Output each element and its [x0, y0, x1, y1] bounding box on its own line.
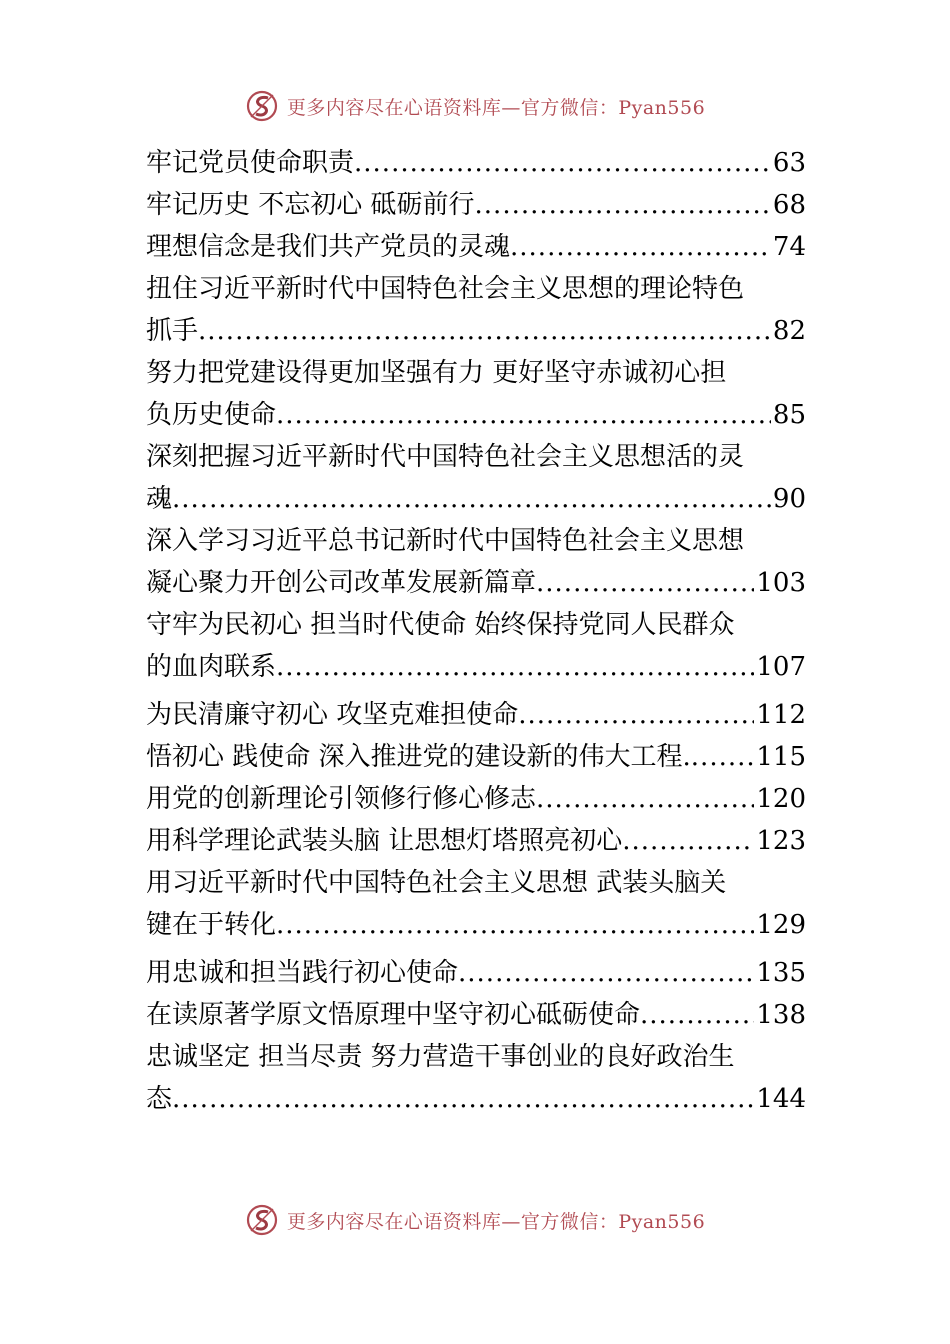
- toc-entry-line: [146, 310, 806, 352]
- toc-page-number: 85: [772, 400, 806, 430]
- toc-entry-title: 抓手: [146, 316, 199, 346]
- toc-entry[interactable]: [146, 736, 806, 778]
- toc-entry-line: [146, 952, 806, 994]
- dot-leader: [518, 694, 754, 736]
- toc-entry-line: [146, 184, 806, 226]
- toc-page-number: 103: [756, 568, 806, 598]
- toc-entry-title: 牢记历史 不忘初心 砥砺前行: [146, 190, 475, 220]
- toc-entry[interactable]: [146, 994, 806, 1036]
- toc-entry-title: 理想信念是我们共产党员的灵魂: [146, 232, 511, 262]
- toc-entry-title: 深刻把握习近平新时代中国特色社会主义思想活的灵: [146, 442, 745, 472]
- toc-entry-title: 牢记党员使命职责: [146, 148, 355, 178]
- toc-entry-title: 的血肉联系: [146, 652, 277, 682]
- dot-leader: [691, 736, 755, 778]
- toc-entry-title: 扭住习近平新时代中国特色社会主义思想的理论特色: [146, 274, 745, 304]
- toc-page-number: 82: [772, 316, 806, 346]
- toc-entry-line: [146, 604, 806, 646]
- stylized-s-logo-icon: [245, 1203, 279, 1237]
- toc-entry-line: [146, 820, 806, 862]
- toc-entry-title: 态: [146, 1084, 173, 1114]
- toc-entry[interactable]: [146, 604, 806, 688]
- toc-page-number: 74: [772, 232, 806, 262]
- toc-entry-line: [146, 1036, 806, 1078]
- toc-page-number: 68: [772, 190, 806, 220]
- dot-leader: [458, 952, 754, 994]
- toc-entry-title: 键在于转化: [146, 910, 277, 940]
- toc-entry-title: 努力把党建设得更加坚强有力 更好坚守赤诚初心担: [146, 358, 727, 388]
- toc-entry-line: [146, 394, 806, 436]
- toc-page-number: 144: [756, 1084, 806, 1114]
- toc-entry-title: 在读原著学原文悟原理中坚守初心砥砺使命: [146, 1000, 641, 1030]
- dot-leader: [354, 142, 771, 184]
- toc-entry-line: [146, 268, 806, 310]
- toc-page-number: 123: [756, 826, 806, 856]
- toc-page-number: 120: [756, 784, 806, 814]
- dot-leader: [198, 310, 771, 352]
- toc-entry[interactable]: [146, 268, 806, 352]
- dot-leader: [276, 646, 754, 688]
- toc-page-number: 107: [756, 652, 806, 682]
- toc-entry-line: [146, 904, 806, 946]
- toc-entry-title: 负历史使命: [146, 400, 277, 430]
- toc-entry-line: [146, 646, 806, 688]
- toc-entry-title: 用党的创新理论引领修行修心修志: [146, 784, 537, 814]
- header-watermark-text: 更多内容尽在心语资料库—官方微信：Pyan556: [286, 96, 706, 119]
- toc-entry-title: 用习近平新时代中国特色社会主义思想 武装头脑关: [146, 868, 727, 898]
- toc-entry[interactable]: [146, 520, 806, 604]
- toc-entry-line: [146, 436, 806, 478]
- toc-entry[interactable]: [146, 352, 806, 436]
- footer-watermark-text: 更多内容尽在心语资料库—官方微信：Pyan556: [286, 1210, 706, 1233]
- toc-entry-title: 守牢为民初心 担当时代使命 始终保持党同人民群众: [146, 610, 735, 640]
- toc-page-number: 138: [756, 1000, 806, 1030]
- toc-entry-line: [146, 694, 806, 736]
- toc-entry[interactable]: [146, 778, 806, 820]
- toc-entry[interactable]: [146, 1036, 806, 1120]
- dot-leader: [276, 904, 754, 946]
- dot-leader: [475, 184, 771, 226]
- toc-entry[interactable]: [146, 694, 806, 736]
- toc-entry[interactable]: [146, 862, 806, 946]
- table-of-contents: [146, 142, 806, 1120]
- toc-entry-title: 用科学理论武装头脑 让思想灯塔照亮初心: [146, 826, 623, 856]
- toc-entry-line: [146, 562, 806, 604]
- toc-entry[interactable]: [146, 226, 806, 268]
- dot-leader: [536, 562, 754, 604]
- stylized-s-logo-icon: [245, 89, 279, 123]
- toc-entry[interactable]: [146, 142, 806, 184]
- dot-leader: [276, 394, 771, 436]
- toc-entry-line: [146, 1078, 806, 1120]
- toc-entry-line: [146, 352, 806, 394]
- toc-entry-line: [146, 994, 806, 1036]
- toc-page-number: 90: [772, 484, 806, 514]
- toc-entry-line: [146, 778, 806, 820]
- footer-watermark: [0, 1200, 950, 1240]
- toc-entry[interactable]: [146, 436, 806, 520]
- dot-leader: [640, 994, 754, 1036]
- dot-leader: [536, 778, 754, 820]
- toc-entry[interactable]: [146, 184, 806, 226]
- toc-entry-line: [146, 736, 806, 778]
- toc-page-number: 115: [756, 742, 806, 772]
- toc-entry[interactable]: [146, 820, 806, 862]
- toc-entry-title: 魂: [146, 484, 173, 514]
- toc-page-number: 63: [772, 148, 806, 178]
- toc-entry-line: [146, 478, 806, 520]
- toc-page-number: 129: [756, 910, 806, 940]
- header-watermark: [0, 86, 950, 126]
- dot-leader: [510, 226, 771, 268]
- toc-entry-title: 为民清廉守初心 攻坚克难担使命: [146, 700, 519, 730]
- toc-entry-title: 用忠诚和担当践行初心使命: [146, 958, 459, 988]
- dot-leader: [622, 820, 754, 862]
- dot-leader: [172, 478, 771, 520]
- toc-page-number: 135: [756, 958, 806, 988]
- toc-entry-line: [146, 226, 806, 268]
- toc-entry-title: 深入学习习近平总书记新时代中国特色社会主义思想: [146, 526, 745, 556]
- toc-entry-title: 悟初心 践使命 深入推进党的建设新的伟大工程.: [146, 742, 691, 772]
- toc-entry-line: [146, 862, 806, 904]
- toc-entry-line: [146, 520, 806, 562]
- toc-page-number: 112: [756, 700, 806, 730]
- toc-entry-title: 忠诚坚定 担当尽责 努力营造干事创业的良好政治生: [146, 1042, 735, 1072]
- dot-leader: [172, 1078, 754, 1120]
- toc-entry-line: [146, 142, 806, 184]
- toc-entry-title: 凝心聚力开创公司改革发展新篇章: [146, 568, 537, 598]
- toc-entry[interactable]: [146, 952, 806, 994]
